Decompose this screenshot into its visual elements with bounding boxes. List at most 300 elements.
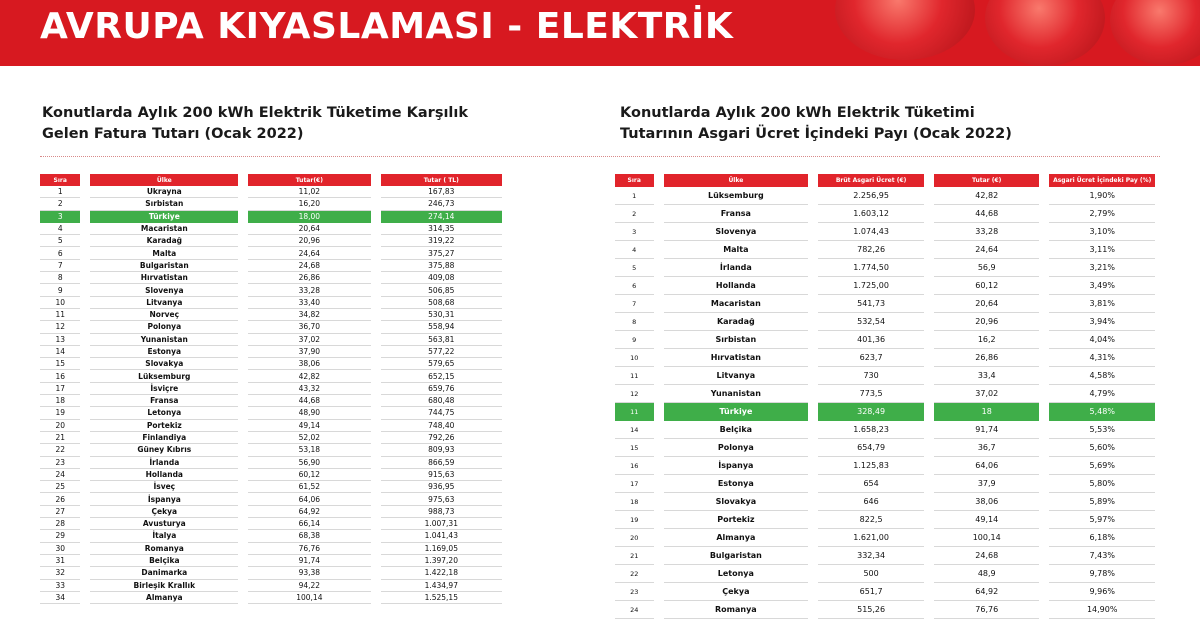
cell-share-percent: 9,96% bbox=[1049, 583, 1155, 601]
cell-rank: 31 bbox=[40, 555, 80, 567]
table-row bbox=[40, 555, 502, 567]
cell-amount-tl: 558,94 bbox=[381, 321, 502, 333]
header-country: Ülke bbox=[90, 174, 238, 186]
table-row bbox=[40, 186, 502, 198]
table-row bbox=[40, 334, 502, 346]
header-gross-min-wage: Brüt Asgari Ücret (€) bbox=[818, 174, 924, 187]
cell-amount-tl: 809,93 bbox=[381, 444, 502, 456]
table-row bbox=[615, 367, 1155, 385]
cell-amount-eur: 24,64 bbox=[934, 241, 1039, 259]
table-row bbox=[615, 295, 1155, 313]
cell-country: İsviçre bbox=[90, 383, 238, 395]
cell-rank: 20 bbox=[40, 420, 80, 432]
cell-rank: 6 bbox=[40, 247, 80, 259]
table-row bbox=[40, 518, 502, 530]
cell-country: Belçika bbox=[90, 555, 238, 567]
cell-amount-eur: 44,68 bbox=[934, 205, 1039, 223]
cell-rank: 10 bbox=[615, 349, 654, 367]
cell-country: Fransa bbox=[664, 205, 809, 223]
table-row bbox=[40, 346, 502, 358]
cell-share-percent: 5,89% bbox=[1049, 493, 1155, 511]
cell-rank: 15 bbox=[615, 439, 654, 457]
cell-share-percent: 3,49% bbox=[1049, 277, 1155, 295]
cell-rank: 23 bbox=[615, 583, 654, 601]
page-title: AVRUPA KIYASLAMASI - ELEKTRİK bbox=[40, 6, 734, 47]
cell-gross-min-wage: 1.658,23 bbox=[818, 421, 924, 439]
light-bulb-image bbox=[1110, 0, 1200, 65]
cell-rank: 6 bbox=[615, 277, 654, 295]
cell-amount-eur: 20,96 bbox=[934, 313, 1039, 331]
cell-gross-min-wage: 515,26 bbox=[818, 601, 924, 619]
cell-country: Almanya bbox=[90, 592, 238, 604]
cell-amount-tl: 530,31 bbox=[381, 309, 502, 321]
cell-amount-eur: 68,38 bbox=[248, 530, 370, 542]
cell-amount-eur: 37,90 bbox=[248, 346, 370, 358]
cell-country: İsveç bbox=[90, 481, 238, 493]
cell-share-percent: 1,90% bbox=[1049, 187, 1155, 205]
cell-rank: 11 bbox=[40, 309, 80, 321]
cell-share-percent: 5,69% bbox=[1049, 457, 1155, 475]
cell-amount-eur: 100,14 bbox=[934, 529, 1039, 547]
cell-country: Hırvatistan bbox=[664, 349, 809, 367]
cell-country: Macaristan bbox=[664, 295, 809, 313]
cell-amount-eur: 34,82 bbox=[248, 309, 370, 321]
cell-gross-min-wage: 1.125,83 bbox=[818, 457, 924, 475]
cell-gross-min-wage: 500 bbox=[818, 565, 924, 583]
cell-rank: 2 bbox=[40, 198, 80, 210]
cell-amount-eur: 64,06 bbox=[934, 457, 1039, 475]
cell-gross-min-wage: 730 bbox=[818, 367, 924, 385]
cell-rank: 5 bbox=[40, 235, 80, 247]
cell-country: Güney Kıbrıs bbox=[90, 444, 238, 456]
cell-rank: 17 bbox=[40, 383, 80, 395]
cell-rank: 11 bbox=[615, 367, 654, 385]
cell-country: Finlandiya bbox=[90, 432, 238, 444]
cell-amount-eur: 93,38 bbox=[248, 567, 370, 579]
cell-rank: 16 bbox=[615, 457, 654, 475]
cell-amount-tl: 375,27 bbox=[381, 247, 502, 259]
cell-amount-tl: 988,73 bbox=[381, 506, 502, 518]
table-row bbox=[40, 260, 502, 272]
table-row bbox=[40, 321, 502, 333]
cell-country: Macaristan bbox=[90, 223, 238, 235]
cell-country: Fransa bbox=[90, 395, 238, 407]
cell-country: Belçika bbox=[664, 421, 809, 439]
cell-country: Türkiye bbox=[90, 211, 238, 223]
table-row bbox=[40, 457, 502, 469]
table-row bbox=[40, 211, 502, 223]
table-row bbox=[615, 601, 1155, 619]
cell-rank: 25 bbox=[40, 481, 80, 493]
cell-amount-tl: 314,35 bbox=[381, 223, 502, 235]
cell-gross-min-wage: 2.256,95 bbox=[818, 187, 924, 205]
header-country: Ülke bbox=[664, 174, 809, 187]
cell-rank: 15 bbox=[40, 358, 80, 370]
cell-amount-eur: 76,76 bbox=[248, 543, 370, 555]
cell-amount-tl: 563,81 bbox=[381, 334, 502, 346]
cell-country: Romanya bbox=[90, 543, 238, 555]
cell-amount-eur: 76,76 bbox=[934, 601, 1039, 619]
table-row bbox=[615, 403, 1155, 421]
cell-country: Estonya bbox=[90, 346, 238, 358]
cell-amount-eur: 18 bbox=[934, 403, 1039, 421]
cell-country: Norveç bbox=[90, 309, 238, 321]
cell-amount-eur: 53,18 bbox=[248, 444, 370, 456]
cell-rank: 33 bbox=[40, 580, 80, 592]
cell-rank: 26 bbox=[40, 493, 80, 505]
cell-rank: 4 bbox=[40, 223, 80, 235]
cell-amount-eur: 48,90 bbox=[248, 407, 370, 419]
cell-amount-eur: 20,64 bbox=[248, 223, 370, 235]
left-title-line2: Gelen Fatura Tutarı (Ocak 2022) bbox=[42, 126, 304, 142]
cell-amount-tl: 506,85 bbox=[381, 284, 502, 296]
cell-rank: 2 bbox=[615, 205, 654, 223]
table-row bbox=[40, 420, 502, 432]
table-row bbox=[615, 493, 1155, 511]
table-row bbox=[615, 529, 1155, 547]
cell-share-percent: 5,60% bbox=[1049, 439, 1155, 457]
cell-country: Lüksemburg bbox=[664, 187, 809, 205]
table-row bbox=[615, 331, 1155, 349]
cell-country: Polonya bbox=[664, 439, 809, 457]
cell-amount-eur: 44,68 bbox=[248, 395, 370, 407]
cell-amount-tl: 659,76 bbox=[381, 383, 502, 395]
table-row bbox=[615, 565, 1155, 583]
table-row bbox=[40, 493, 502, 505]
cell-rank: 34 bbox=[40, 592, 80, 604]
cell-gross-min-wage: 654 bbox=[818, 475, 924, 493]
table-row bbox=[40, 223, 502, 235]
table-row bbox=[615, 511, 1155, 529]
cell-country: Birleşik Krallık bbox=[90, 580, 238, 592]
right-table-title bbox=[620, 103, 1012, 145]
cell-country: Çekya bbox=[90, 506, 238, 518]
cell-amount-eur: 100,14 bbox=[248, 592, 370, 604]
cell-country: Slovakya bbox=[90, 358, 238, 370]
cell-amount-eur: 49,14 bbox=[934, 511, 1039, 529]
cell-amount-eur: 26,86 bbox=[934, 349, 1039, 367]
cell-country: Malta bbox=[90, 247, 238, 259]
table-row bbox=[40, 481, 502, 493]
cell-amount-tl: 167,83 bbox=[381, 186, 502, 198]
cell-gross-min-wage: 1.725,00 bbox=[818, 277, 924, 295]
cell-rank: 20 bbox=[615, 529, 654, 547]
cell-rank: 22 bbox=[615, 565, 654, 583]
cell-rank: 8 bbox=[40, 272, 80, 284]
table-row bbox=[40, 580, 502, 592]
cell-rank: 13 bbox=[40, 334, 80, 346]
cell-amount-eur: 16,20 bbox=[248, 198, 370, 210]
cell-amount-eur: 94,22 bbox=[248, 580, 370, 592]
table-row bbox=[40, 567, 502, 579]
cell-gross-min-wage: 773,5 bbox=[818, 385, 924, 403]
cell-gross-min-wage: 532,54 bbox=[818, 313, 924, 331]
cell-rank: 24 bbox=[615, 601, 654, 619]
cell-gross-min-wage: 1.603,12 bbox=[818, 205, 924, 223]
cell-country: Letonya bbox=[664, 565, 809, 583]
table-row bbox=[40, 297, 502, 309]
cell-amount-tl: 579,65 bbox=[381, 358, 502, 370]
cell-amount-eur: 91,74 bbox=[934, 421, 1039, 439]
cell-country: Hollanda bbox=[90, 469, 238, 481]
cell-country: Karadağ bbox=[90, 235, 238, 247]
cell-country: Sırbistan bbox=[90, 198, 238, 210]
cell-rank: 14 bbox=[40, 346, 80, 358]
cell-country: Slovenya bbox=[664, 223, 809, 241]
cell-amount-tl: 1.397,20 bbox=[381, 555, 502, 567]
header-rank: Sıra bbox=[40, 174, 80, 186]
left-table bbox=[30, 174, 512, 604]
cell-rank: 8 bbox=[615, 313, 654, 331]
cell-amount-eur: 20,64 bbox=[934, 295, 1039, 313]
table-row bbox=[615, 223, 1155, 241]
cell-gross-min-wage: 646 bbox=[818, 493, 924, 511]
cell-country: Sırbistan bbox=[664, 331, 809, 349]
cell-rank: 11 bbox=[615, 403, 654, 421]
cell-country: Ukrayna bbox=[90, 186, 238, 198]
cell-amount-tl: 748,40 bbox=[381, 420, 502, 432]
cell-share-percent: 5,48% bbox=[1049, 403, 1155, 421]
table-row bbox=[40, 530, 502, 542]
cell-amount-eur: 66,14 bbox=[248, 518, 370, 530]
cell-rank: 3 bbox=[615, 223, 654, 241]
header-amount-eur: Tutar(€) bbox=[248, 174, 370, 186]
cell-amount-tl: 1.422,18 bbox=[381, 567, 502, 579]
cell-amount-eur: 61,52 bbox=[248, 481, 370, 493]
cell-amount-eur: 49,14 bbox=[248, 420, 370, 432]
cell-country: Estonya bbox=[664, 475, 809, 493]
cell-rank: 16 bbox=[40, 370, 80, 382]
cell-amount-tl: 274,14 bbox=[381, 211, 502, 223]
right-table-header bbox=[615, 174, 1155, 187]
cell-amount-tl: 936,95 bbox=[381, 481, 502, 493]
cell-country: Polonya bbox=[90, 321, 238, 333]
cell-amount-eur: 24,64 bbox=[248, 247, 370, 259]
cell-amount-tl: 577,22 bbox=[381, 346, 502, 358]
cell-amount-tl: 319,22 bbox=[381, 235, 502, 247]
table-row bbox=[40, 247, 502, 259]
cell-amount-tl: 975,63 bbox=[381, 493, 502, 505]
left-title-line1: Konutlarda Aylık 200 kWh Elektrik Tüketime Karşılık bbox=[42, 105, 469, 121]
right-title-line2: Tutarının Asgari Ücret İçindeki Payı (Ocak 2022) bbox=[620, 126, 1012, 142]
cell-rank: 7 bbox=[40, 260, 80, 272]
cell-rank: 29 bbox=[40, 530, 80, 542]
cell-share-percent: 3,81% bbox=[1049, 295, 1155, 313]
cell-country: Hırvatistan bbox=[90, 272, 238, 284]
cell-amount-eur: 37,9 bbox=[934, 475, 1039, 493]
table-row bbox=[40, 432, 502, 444]
cell-amount-tl: 915,63 bbox=[381, 469, 502, 481]
cell-country: Yunanistan bbox=[664, 385, 809, 403]
cell-amount-eur: 18,00 bbox=[248, 211, 370, 223]
cell-gross-min-wage: 822,5 bbox=[818, 511, 924, 529]
cell-amount-eur: 33,28 bbox=[248, 284, 370, 296]
table-row bbox=[40, 235, 502, 247]
right-title-line1: Konutlarda Aylık 200 kWh Elektrik Tüketimi bbox=[620, 105, 975, 121]
table-row bbox=[40, 284, 502, 296]
cell-amount-eur: 11,02 bbox=[248, 186, 370, 198]
cell-country: Çekya bbox=[664, 583, 809, 601]
cell-rank: 22 bbox=[40, 444, 80, 456]
table-row bbox=[40, 358, 502, 370]
cell-rank: 17 bbox=[615, 475, 654, 493]
cell-gross-min-wage: 651,7 bbox=[818, 583, 924, 601]
header-share-percent: Asgari Ücret İçindeki Pay (%) bbox=[1049, 174, 1155, 187]
cell-share-percent: 5,53% bbox=[1049, 421, 1155, 439]
cell-rank: 24 bbox=[40, 469, 80, 481]
cell-amount-tl: 1.041,43 bbox=[381, 530, 502, 542]
cell-amount-tl: 246,73 bbox=[381, 198, 502, 210]
cell-amount-tl: 680,48 bbox=[381, 395, 502, 407]
cell-rank: 1 bbox=[615, 187, 654, 205]
cell-country: Avusturya bbox=[90, 518, 238, 530]
table-row bbox=[615, 421, 1155, 439]
cell-rank: 21 bbox=[615, 547, 654, 565]
cell-share-percent: 3,11% bbox=[1049, 241, 1155, 259]
cell-rank: 27 bbox=[40, 506, 80, 518]
cell-amount-eur: 60,12 bbox=[248, 469, 370, 481]
header-rank: Sıra bbox=[615, 174, 654, 187]
cell-gross-min-wage: 782,26 bbox=[818, 241, 924, 259]
cell-rank: 18 bbox=[40, 395, 80, 407]
cell-share-percent: 3,21% bbox=[1049, 259, 1155, 277]
cell-country: Slovakya bbox=[664, 493, 809, 511]
cell-amount-eur: 56,9 bbox=[934, 259, 1039, 277]
cell-country: Malta bbox=[664, 241, 809, 259]
cell-country: Almanya bbox=[664, 529, 809, 547]
cell-share-percent: 5,97% bbox=[1049, 511, 1155, 529]
cell-country: Slovenya bbox=[90, 284, 238, 296]
cell-share-percent: 6,18% bbox=[1049, 529, 1155, 547]
cell-amount-tl: 1.525,15 bbox=[381, 592, 502, 604]
cell-amount-eur: 43,32 bbox=[248, 383, 370, 395]
table-row bbox=[40, 370, 502, 382]
cell-country: İrlanda bbox=[664, 259, 809, 277]
light-bulb-image bbox=[985, 0, 1105, 66]
cell-amount-eur: 16,2 bbox=[934, 331, 1039, 349]
cell-amount-eur: 26,86 bbox=[248, 272, 370, 284]
cell-country: Portekiz bbox=[664, 511, 809, 529]
table-row bbox=[40, 407, 502, 419]
cell-amount-eur: 36,70 bbox=[248, 321, 370, 333]
light-bulb-image bbox=[835, 0, 975, 60]
cell-amount-tl: 409,08 bbox=[381, 272, 502, 284]
cell-amount-eur: 38,06 bbox=[934, 493, 1039, 511]
cell-rank: 4 bbox=[615, 241, 654, 259]
cell-amount-tl: 1.434,97 bbox=[381, 580, 502, 592]
cell-amount-eur: 64,06 bbox=[248, 493, 370, 505]
table-row bbox=[615, 241, 1155, 259]
table-row bbox=[40, 444, 502, 456]
section-divider bbox=[40, 156, 1160, 157]
cell-rank: 9 bbox=[615, 331, 654, 349]
cell-share-percent: 5,80% bbox=[1049, 475, 1155, 493]
cell-country: Letonya bbox=[90, 407, 238, 419]
cell-share-percent: 7,43% bbox=[1049, 547, 1155, 565]
cell-country: Bulgaristan bbox=[664, 547, 809, 565]
table-row bbox=[615, 313, 1155, 331]
cell-country: Romanya bbox=[664, 601, 809, 619]
table-row bbox=[615, 187, 1155, 205]
cell-amount-tl: 866,59 bbox=[381, 457, 502, 469]
cell-amount-eur: 37,02 bbox=[934, 385, 1039, 403]
table-row bbox=[40, 383, 502, 395]
cell-rank: 5 bbox=[615, 259, 654, 277]
cell-share-percent: 4,58% bbox=[1049, 367, 1155, 385]
cell-rank: 12 bbox=[40, 321, 80, 333]
cell-amount-eur: 33,40 bbox=[248, 297, 370, 309]
cell-amount-tl: 1.169,05 bbox=[381, 543, 502, 555]
table-row bbox=[615, 259, 1155, 277]
cell-amount-eur: 36,7 bbox=[934, 439, 1039, 457]
cell-country: Litvanya bbox=[90, 297, 238, 309]
banner bbox=[0, 0, 1200, 66]
cell-amount-eur: 37,02 bbox=[248, 334, 370, 346]
cell-gross-min-wage: 401,36 bbox=[818, 331, 924, 349]
cell-rank: 3 bbox=[40, 211, 80, 223]
cell-share-percent: 3,94% bbox=[1049, 313, 1155, 331]
cell-share-percent: 9,78% bbox=[1049, 565, 1155, 583]
cell-country: İtalya bbox=[90, 530, 238, 542]
table-row bbox=[615, 439, 1155, 457]
left-table-title bbox=[42, 103, 468, 145]
cell-rank: 18 bbox=[615, 493, 654, 511]
table-row bbox=[615, 385, 1155, 403]
cell-amount-eur: 42,82 bbox=[248, 370, 370, 382]
cell-rank: 32 bbox=[40, 567, 80, 579]
cell-country: Karadağ bbox=[664, 313, 809, 331]
table-row bbox=[40, 469, 502, 481]
left-table-header bbox=[40, 174, 502, 186]
cell-rank: 12 bbox=[615, 385, 654, 403]
cell-amount-eur: 33,4 bbox=[934, 367, 1039, 385]
cell-amount-eur: 91,74 bbox=[248, 555, 370, 567]
cell-country: Yunanistan bbox=[90, 334, 238, 346]
cell-rank: 7 bbox=[615, 295, 654, 313]
table-row bbox=[40, 543, 502, 555]
cell-amount-eur: 64,92 bbox=[248, 506, 370, 518]
cell-country: Litvanya bbox=[664, 367, 809, 385]
cell-amount-eur: 38,06 bbox=[248, 358, 370, 370]
cell-amount-tl: 1.007,31 bbox=[381, 518, 502, 530]
cell-country: Portekiz bbox=[90, 420, 238, 432]
header-amount-tl: Tutar ( TL) bbox=[381, 174, 502, 186]
table-row bbox=[40, 198, 502, 210]
cell-gross-min-wage: 1.621,00 bbox=[818, 529, 924, 547]
cell-amount-eur: 52,02 bbox=[248, 432, 370, 444]
cell-amount-tl: 508,68 bbox=[381, 297, 502, 309]
cell-share-percent: 2,79% bbox=[1049, 205, 1155, 223]
header-amount-eur: Tutar (€) bbox=[934, 174, 1039, 187]
cell-gross-min-wage: 1.074,43 bbox=[818, 223, 924, 241]
table-row bbox=[615, 205, 1155, 223]
table-row bbox=[615, 277, 1155, 295]
cell-rank: 30 bbox=[40, 543, 80, 555]
cell-amount-eur: 42,82 bbox=[934, 187, 1039, 205]
cell-rank: 21 bbox=[40, 432, 80, 444]
cell-country: Bulgaristan bbox=[90, 260, 238, 272]
cell-country: Türkiye bbox=[664, 403, 809, 421]
table-row bbox=[40, 592, 502, 604]
cell-amount-tl: 744,75 bbox=[381, 407, 502, 419]
table-row bbox=[40, 506, 502, 518]
right-table bbox=[605, 174, 1165, 619]
cell-share-percent: 4,31% bbox=[1049, 349, 1155, 367]
cell-rank: 9 bbox=[40, 284, 80, 296]
table-row bbox=[615, 457, 1155, 475]
cell-country: Hollanda bbox=[664, 277, 809, 295]
cell-country: Danimarka bbox=[90, 567, 238, 579]
